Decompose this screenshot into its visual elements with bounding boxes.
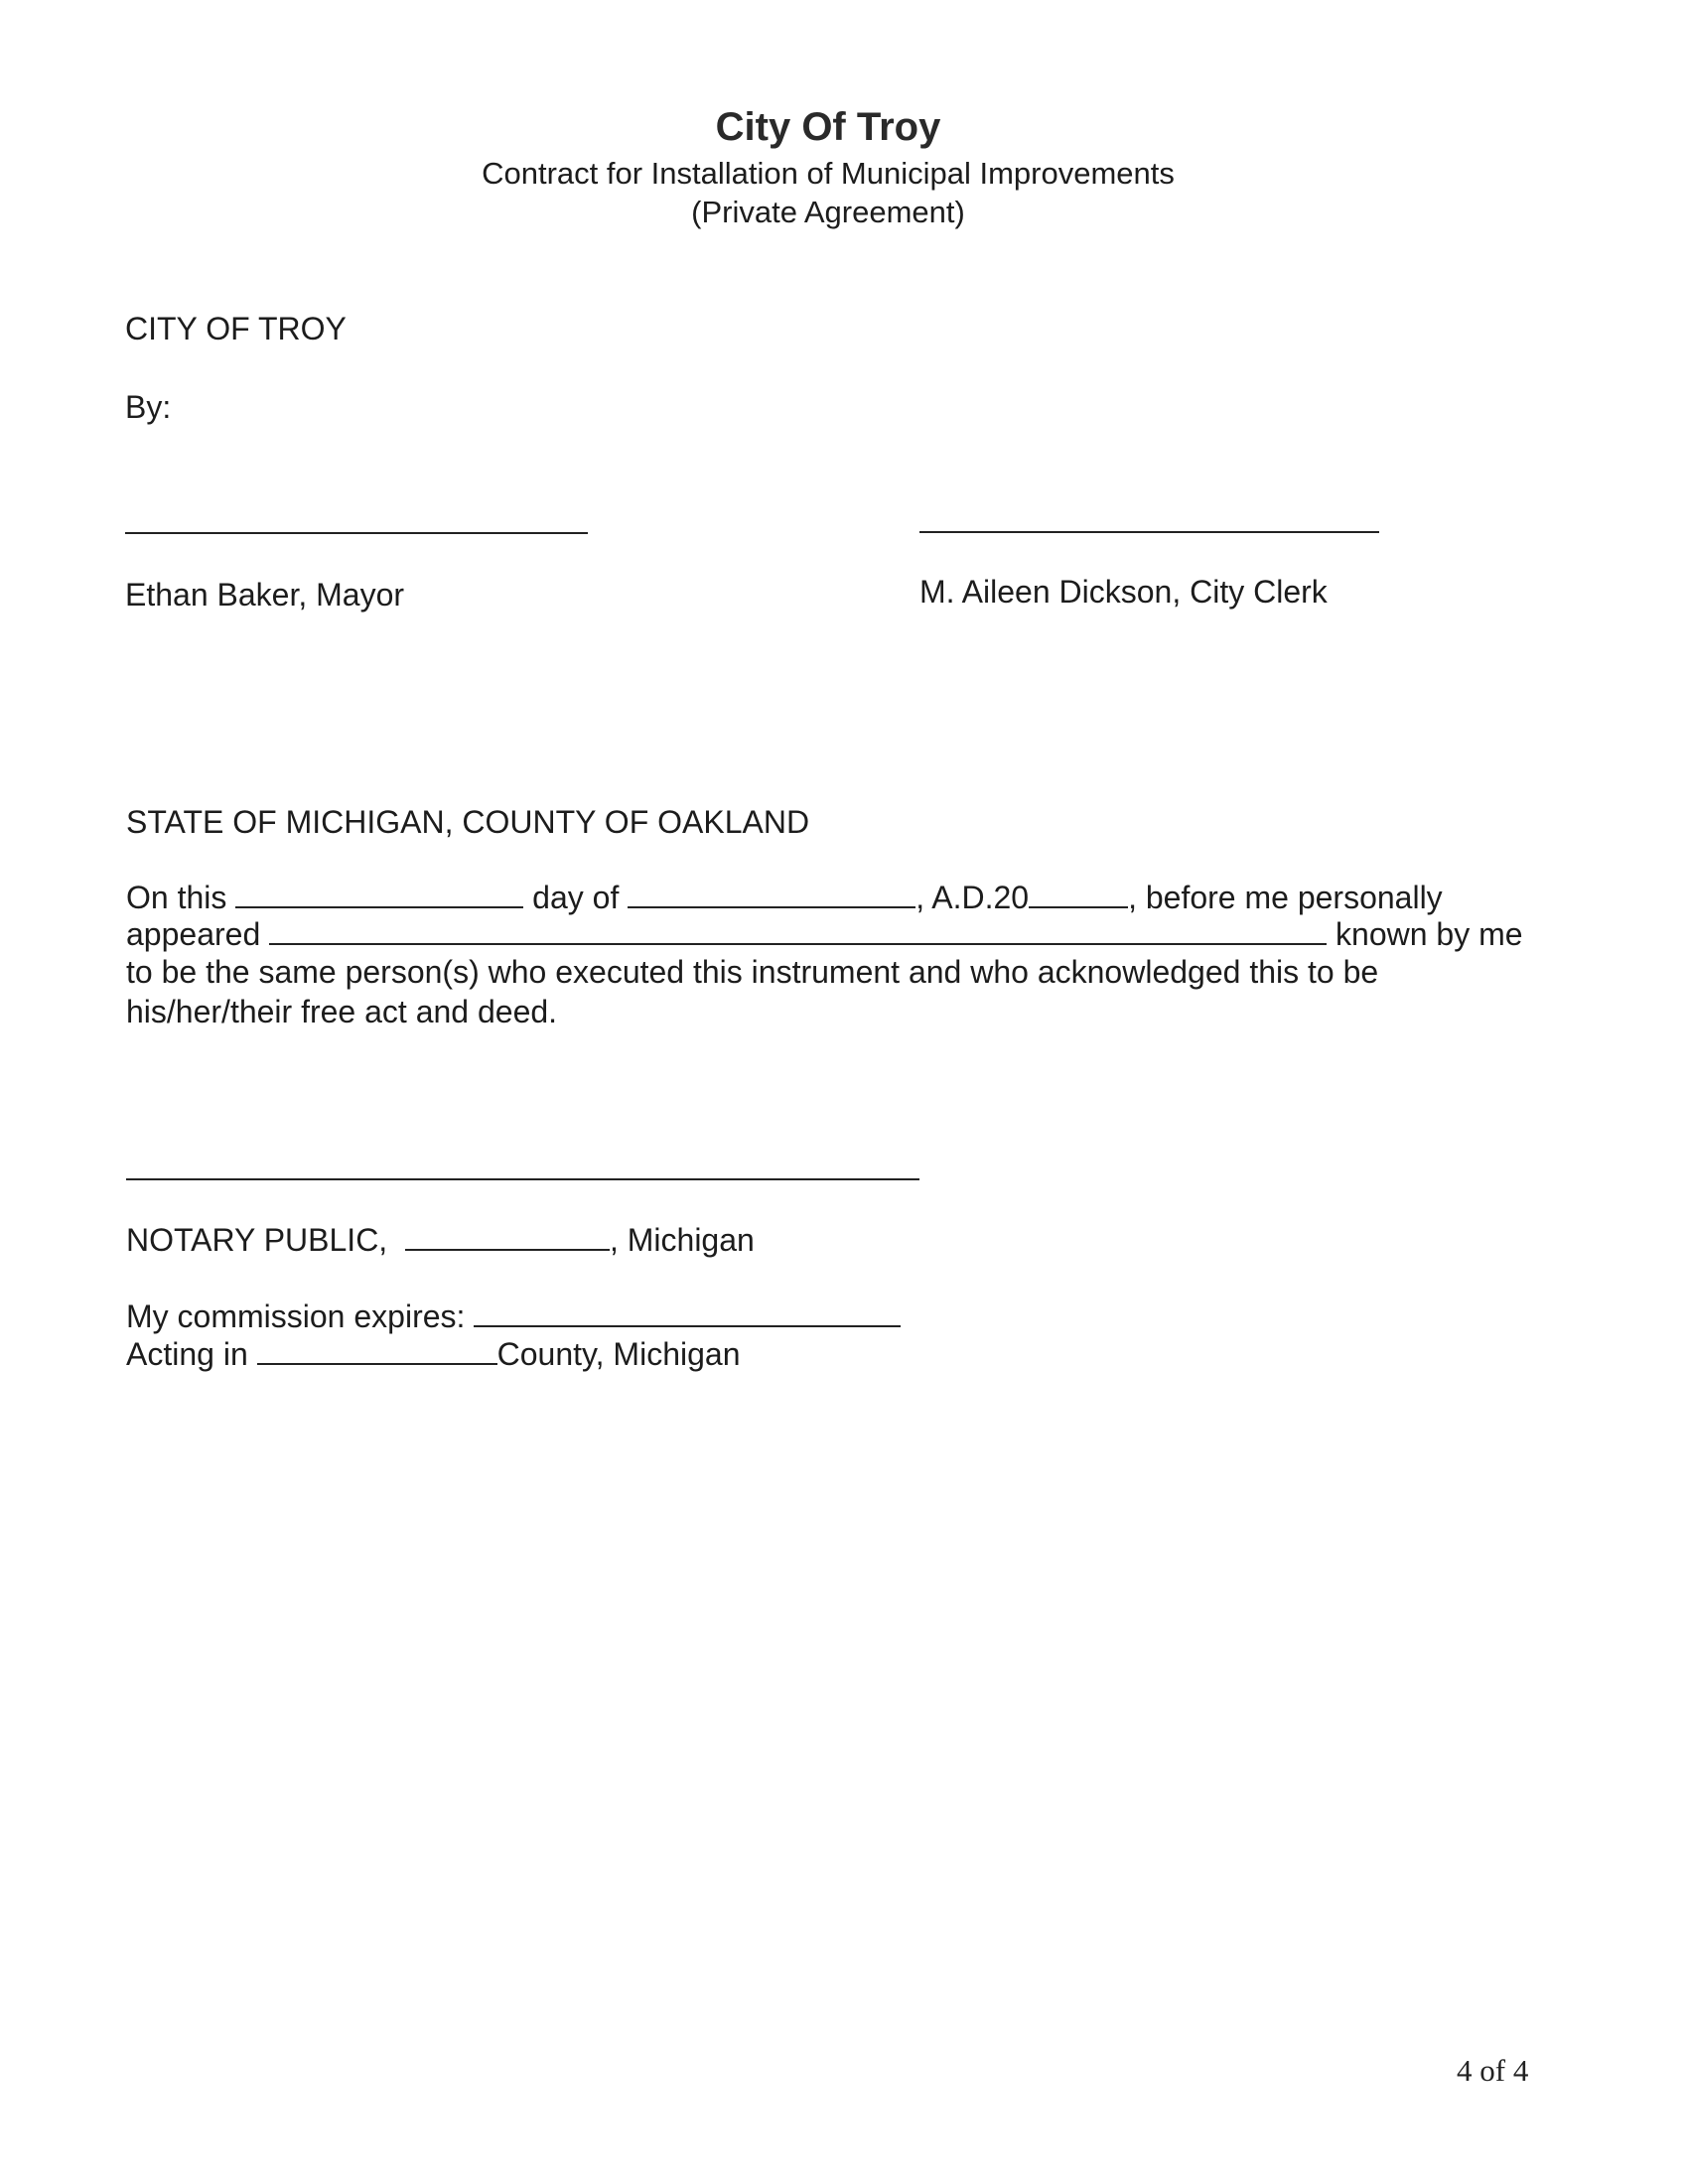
page-number: 4 of 4 [1457,2053,1529,2088]
commission-label: My commission expires: [126,1298,466,1334]
notary-signature-line[interactable] [126,1178,919,1180]
clerk-signature-line[interactable] [919,531,1379,533]
clerk-name: M. Aileen Dickson, City Clerk [919,574,1328,610]
day-blank[interactable] [235,881,523,908]
day-of-label: day of [532,880,620,915]
ad-label: , A.D.20 [915,880,1030,915]
commission-expires-blank[interactable] [474,1299,901,1327]
commission-line [126,1297,901,1335]
by-label: By: [125,389,172,425]
known-by-me-label: known by me [1336,916,1523,952]
on-this-label: On this [126,880,227,915]
notary-public-label: NOTARY PUBLIC, [126,1222,388,1258]
acting-county-blank[interactable] [257,1337,497,1365]
acting-in-line [126,1335,740,1373]
acting-in-suffix: County, Michigan [496,1336,741,1372]
mayor-signature-line[interactable] [125,532,588,534]
person-name-blank[interactable] [269,917,1327,945]
notary-line-3: to be the same person(s) who executed this instrument and who acknowledged this to be [126,954,1379,990]
mayor-name: Ethan Baker, Mayor [125,577,405,613]
year-blank[interactable] [1029,881,1128,908]
notary-line-1 [126,879,1443,916]
notary-line-4: his/her/their free act and deed. [126,994,558,1029]
document-subtitle-agreement-type: (Private Agreement) [691,195,965,229]
notary-public-line [126,1221,755,1259]
party-name: CITY OF TROY [125,311,347,346]
before-me-label: , before me personally [1128,880,1443,915]
document-subtitle: Contract for Installation of Municipal Improvements [482,156,1175,191]
acting-in-label: Acting in [126,1336,248,1372]
month-blank[interactable] [628,881,915,908]
document-title: City Of Troy [715,105,941,149]
appeared-label: appeared [126,916,261,952]
notary-heading: STATE OF MICHIGAN, COUNTY OF OAKLAND [126,804,810,840]
notary-line-2 [126,915,1523,953]
notary-county-blank[interactable] [405,1223,610,1251]
notary-public-suffix: , Michigan [609,1222,755,1258]
